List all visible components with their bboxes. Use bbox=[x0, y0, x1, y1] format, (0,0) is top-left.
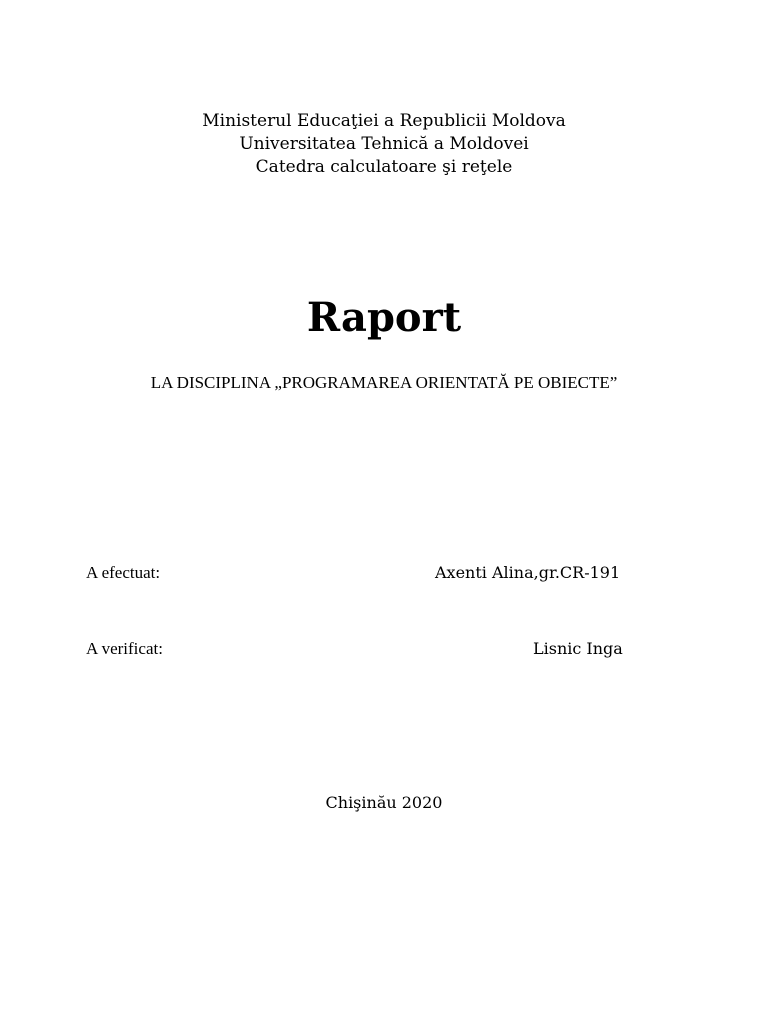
verified-by-value: Lisnic Inga bbox=[533, 639, 623, 658]
performed-by-label: A efectuat: bbox=[86, 563, 161, 582]
discipline-subtitle: LA DISCIPLINA „PROGRAMAREA ORIENTATĂ PE OBIECTE” bbox=[150, 373, 618, 392]
performed-by-value: Axenti Alina,gr.CR-191 bbox=[435, 563, 621, 582]
university-line: Universitatea Tehnică a Moldovei bbox=[239, 134, 529, 154]
department-line: Catedra calculatoare şi reţele bbox=[255, 157, 513, 177]
institution-header bbox=[0, 110, 768, 179]
report-title: Raport bbox=[306, 294, 462, 341]
ministry-line: Ministerul Educaţiei a Republicii Moldova bbox=[202, 111, 566, 131]
place-year: Chişinău 2020 bbox=[325, 793, 443, 812]
verified-by-label: A verificat: bbox=[86, 639, 163, 658]
